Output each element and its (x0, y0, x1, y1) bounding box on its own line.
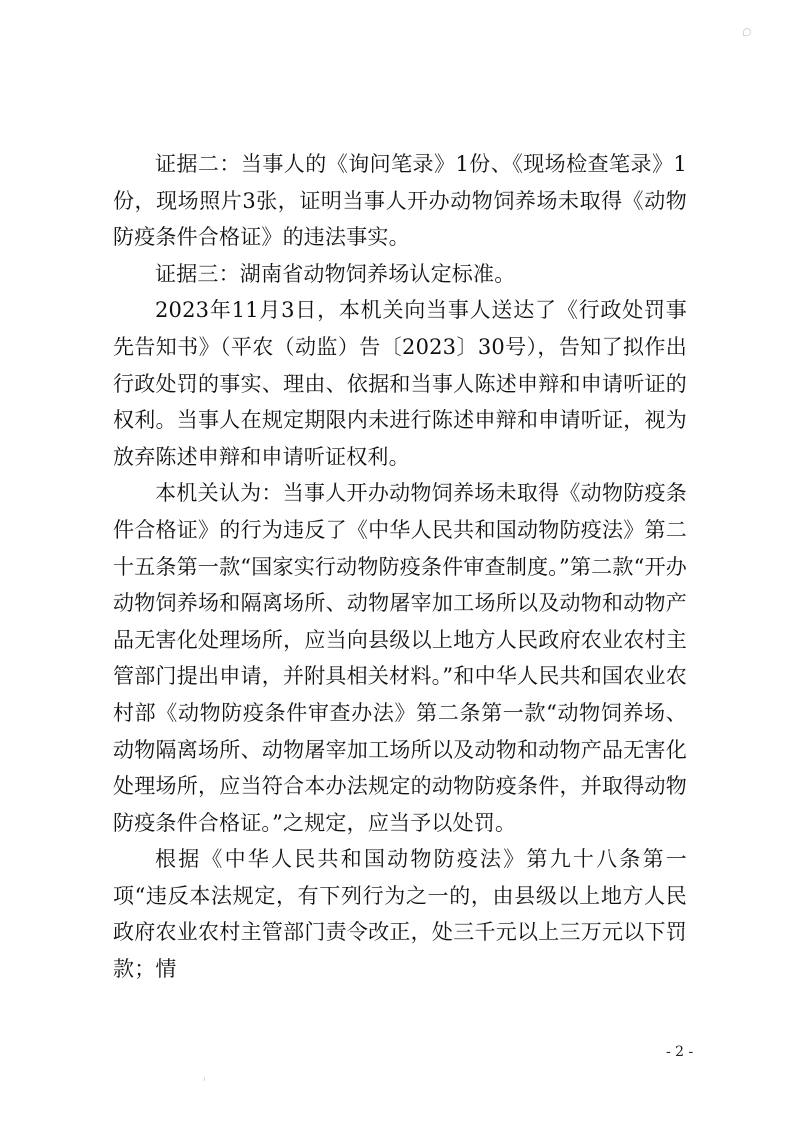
paragraph-legal-basis: 根据《中华人民共和国动物防疫法》第九十八条第一项“违反本法规定，有下列行为之一的，由县级以上地方人民政府农业农村主管部门责令改正，处三千元以上三万元以下罚款；情 (113, 847, 687, 982)
page-number: - 2 - (666, 1044, 694, 1060)
paragraph-evidence-three: 证据三：湖南省动物饲养场认定标准。 (155, 261, 516, 286)
paragraph-evidence-two: 证据二：当事人的《询问笔录》1份、《现场检查笔录》1份，现场照片3张，证明当事人开办动物饲养场未取得《动物防疫条件合格证》的违法事实。 (113, 152, 687, 250)
paragraph-agency-opinion: 本机关认为：当事人开办动物饲养场未取得《动物防疫条件合格证》的行为违反了《中华人民共和国动物防疫法》第二十五条第一款“国家实行动物防疫条件审查制度。”第二款“开办动物饲养场和隔离场所、动物屠宰加工场所以及动物和动物产品无害化处理场所，应当向县级以上地方人民政府农业农村主管部门提出申请，并附具相关材料。”和中华人民共和国农业农村部《动物防疫条件审查办法》第二条第一款“动物饲养场、动物隔离场所、动物屠宰加工场所以及动物和动物产品无害化处理场所，应当符合本办法规定的动物防疫条件，并取得动物防疫条件合格证。”之规定，应当予以处罚。 (113, 481, 687, 835)
scan-tick (204, 1077, 205, 1081)
scan-mark (743, 28, 751, 36)
paragraph-notice: 2023年11月3日，本机关向当事人送达了《行政处罚事先告知书》（平农（动监）告〔2023〕30号），告知了拟作出行政处罚的事实、理由、依据和当事人陈述申辩和申请听证的权利。当事人在规定期限内未进行陈述申辩和申请听证，视为放弃陈述申辩和申请听证权利。 (113, 298, 687, 469)
document-body (113, 146, 687, 988)
